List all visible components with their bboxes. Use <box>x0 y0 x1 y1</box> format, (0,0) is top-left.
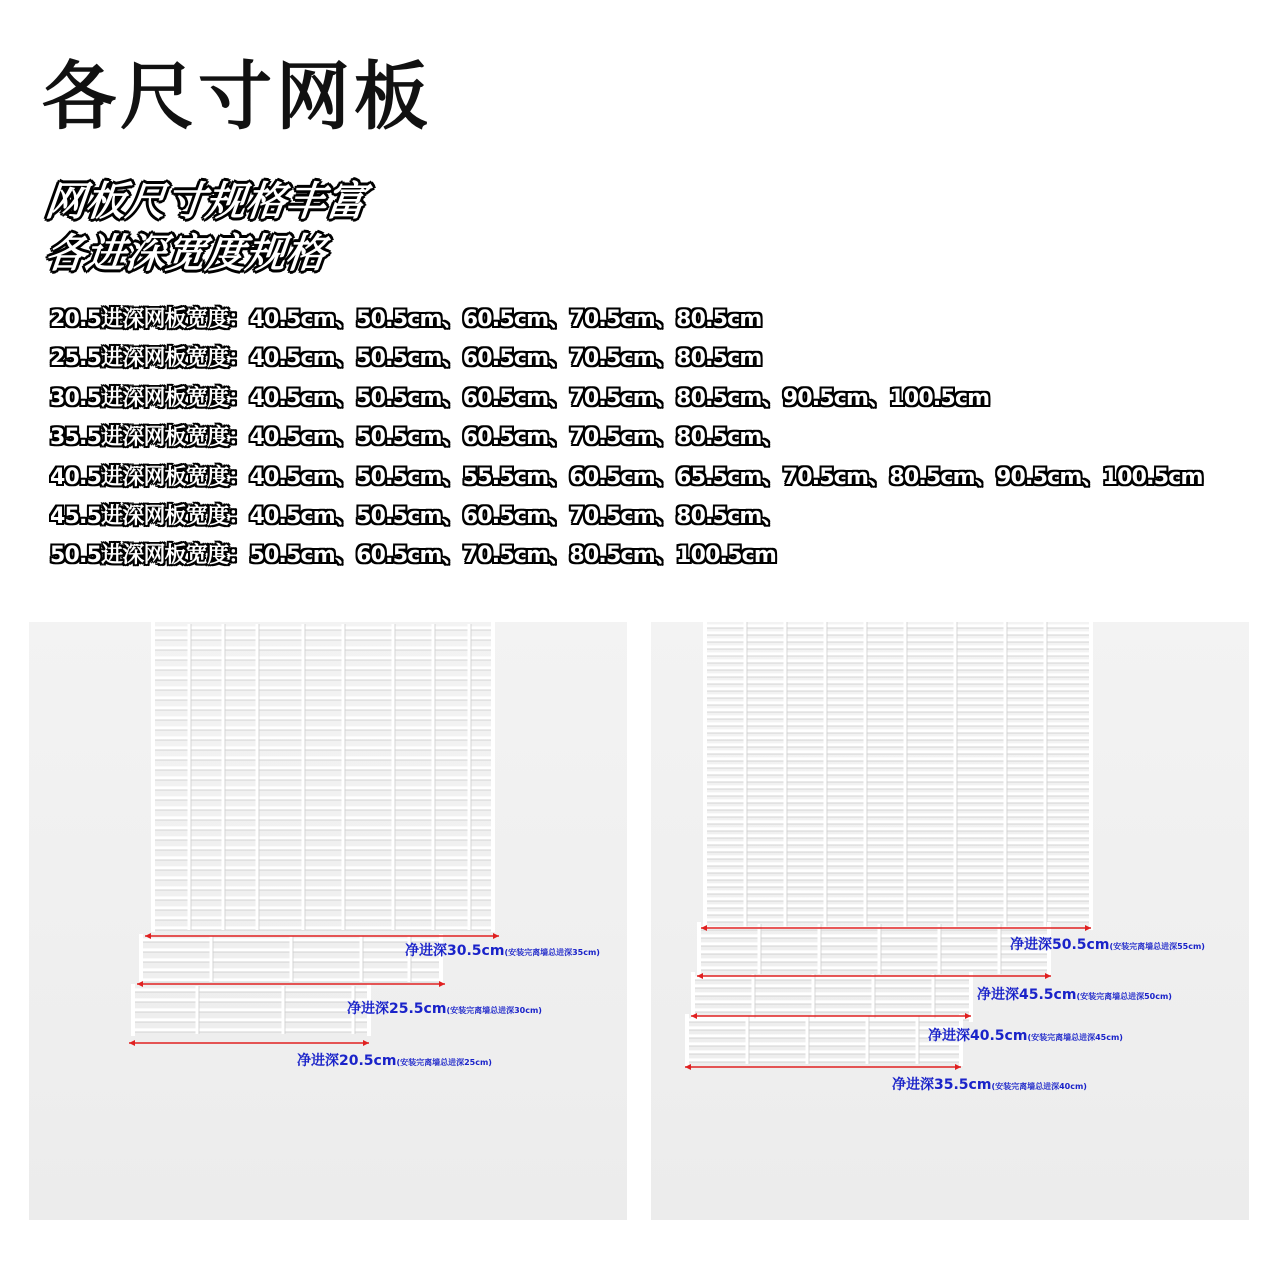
wire-shelf <box>699 922 1049 976</box>
depth-label-30-5: 净进深30.5cm(安装完离墙总进深35cm) <box>405 943 600 959</box>
depth-label-20-5: 净进深20.5cm(安装完离墙总进深25cm) <box>297 1053 492 1069</box>
spec-line: 50.5进深网板宽度：50.5cm、60.5cm、70.5cm、80.5cm、100.5cm <box>50 543 777 568</box>
subtitle-line-2: 各进深宽度规格 <box>43 231 329 277</box>
wire-shelf <box>133 984 369 1036</box>
depth-label-45-5: 净进深45.5cm(安装完离墙总进深50cm) <box>977 987 1172 1003</box>
depth-label-25-5: 净进深25.5cm(安装完离墙总进深30cm) <box>347 1001 542 1017</box>
wire-shelves-illustration-right <box>651 622 1249 1220</box>
wire-shelf <box>141 934 441 984</box>
spec-line: 20.5进深网板宽度：40.5cm、50.5cm、60.5cm、70.5cm、80.5cm <box>50 307 762 332</box>
arrow-icon <box>493 933 499 939</box>
depth-label-50-5: 净进深50.5cm(安装完离墙总进深55cm) <box>1010 937 1205 953</box>
arrow-icon <box>363 1040 369 1046</box>
spec-line: 25.5进深网板宽度：40.5cm、50.5cm、60.5cm、70.5cm、80.5cm <box>50 346 762 371</box>
wire-shelf <box>705 622 1091 930</box>
wire-shelf <box>693 972 971 1022</box>
wire-shelf-photo-right <box>651 622 1249 1220</box>
spec-line: 30.5进深网板宽度：40.5cm、50.5cm、60.5cm、70.5cm、80.5cm、90.5cm、100.5cm <box>50 386 990 411</box>
arrow-icon <box>129 1040 135 1046</box>
wire-shelves-illustration-left <box>29 622 627 1220</box>
wire-shelf <box>687 1014 961 1066</box>
page-title: 各尺寸网板 <box>42 54 432 140</box>
wire-shelf <box>153 622 493 932</box>
depth-label-35-5: 净进深35.5cm(安装完离墙总进深40cm) <box>892 1077 1087 1093</box>
spec-line: 40.5进深网板宽度：40.5cm、50.5cm、55.5cm、60.5cm、65.5cm、70.5cm、80.5cm、90.5cm、100.5cm <box>50 465 1203 490</box>
spec-line: 45.5进深网板宽度：40.5cm、50.5cm、60.5cm、70.5cm、80.5cm、 <box>50 504 783 529</box>
spec-line: 35.5进深网板宽度：40.5cm、50.5cm、60.5cm、70.5cm、80.5cm、 <box>50 425 783 450</box>
arrow-icon <box>145 933 151 939</box>
depth-label-40-5: 净进深40.5cm(安装完离墙总进深45cm) <box>928 1028 1123 1044</box>
subtitle-line-1: 网板尺寸规格丰富 <box>43 179 369 225</box>
wire-shelf-photo-left <box>29 622 627 1220</box>
